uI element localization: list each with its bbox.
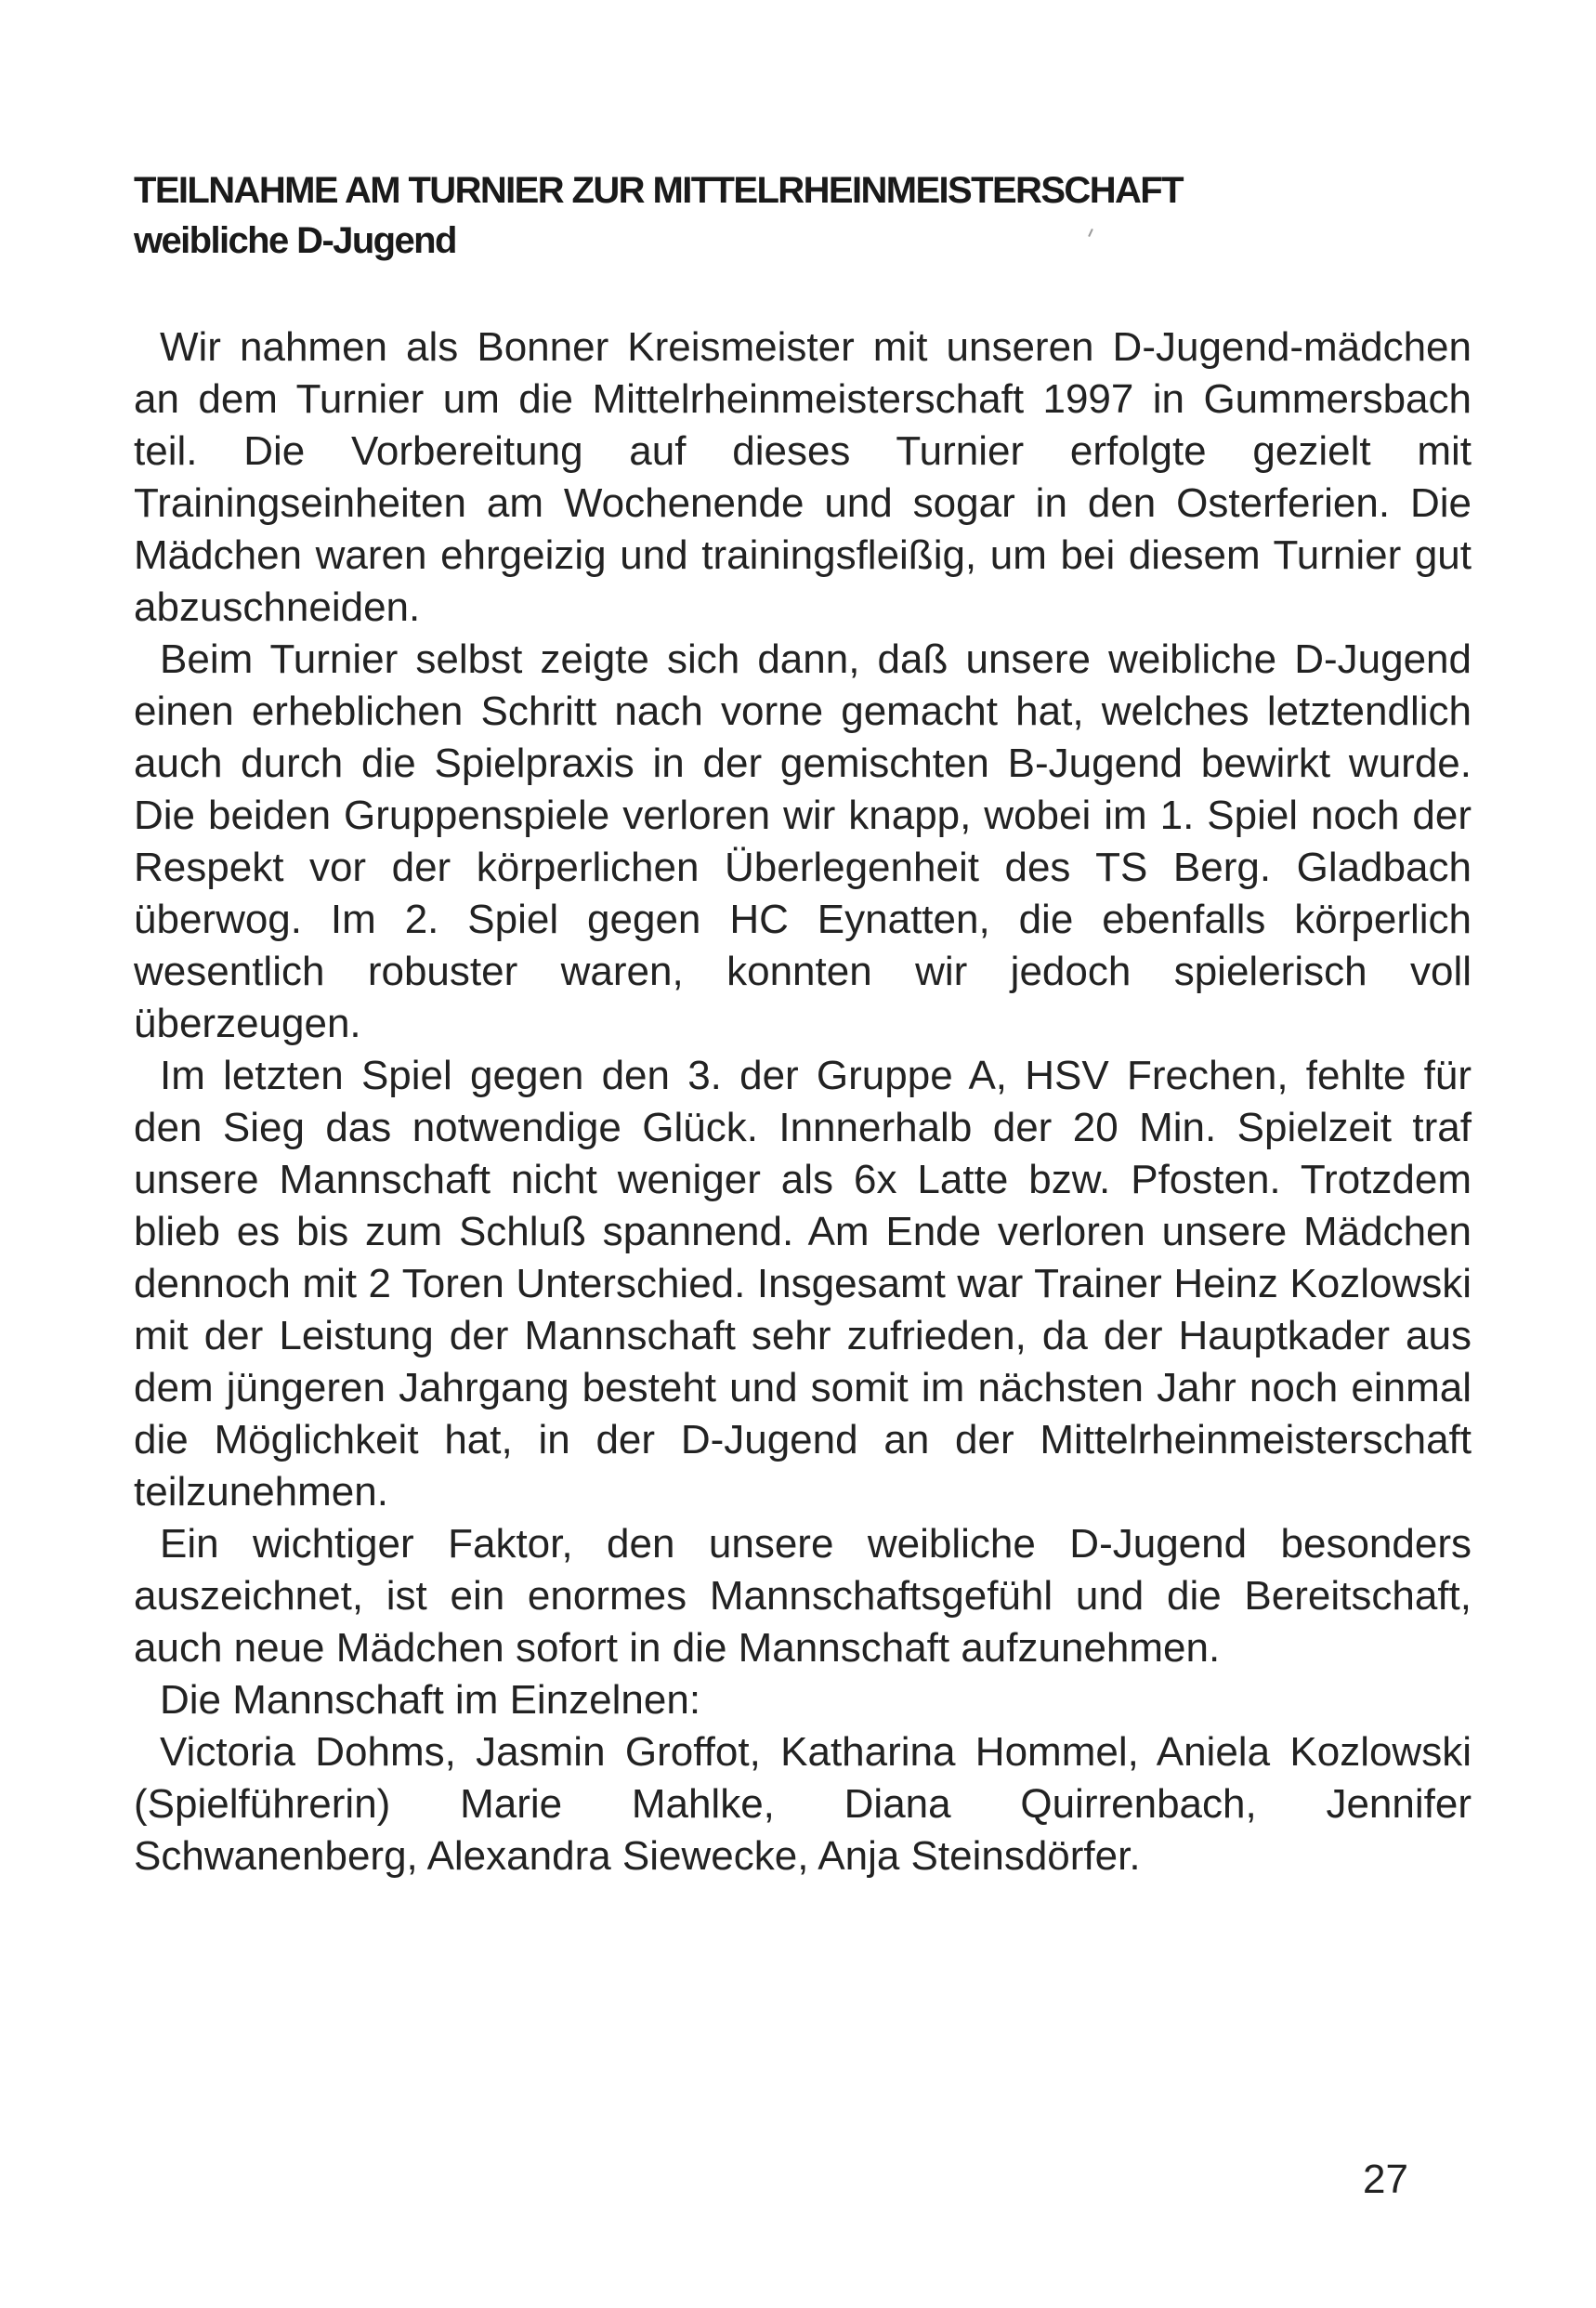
article-heading (134, 165, 1472, 266)
article-title: TEILNAHME AM TURNIER ZUR MITTELRHEINMEISTERSCHAFT (134, 170, 1183, 211)
article-body (134, 321, 1472, 1882)
paragraph-group-games: Beim Turnier selbst zeigte sich dann, daß unsere weibliche D-Jugend einen erheblichen Schritt nach vorne gemacht hat, welches letztendlich auch durch die Spielpraxis in der gemischten B-Jugend bewirkt wurde. Die beiden Gruppenspiele verloren wir knapp, wobei im 1. Spiel noch der Respekt vor der körperlichen Überlegenheit des TS Berg. Gladbach überwog. Im 2. Spiel gegen HC Eynatten, die ebenfalls körperlich wesentlich robuster waren, konnten wir jedoch spielerisch voll überzeugen. (134, 636, 1472, 1046)
paragraph-team-spirit: Ein wichtiger Faktor, den unsere weibliche D-Jugend besonders auszeichnet, ist ein enormes Mannschaftsgefühl und die Bereitschaft, auch neue Mädchen sofort in die Mannschaft aufzunehmen. (134, 1521, 1472, 1671)
article-subtitle: weibliche D-Jugend (134, 220, 456, 261)
paragraph-team-intro: Die Mannschaft im Einzelnen: (160, 1677, 701, 1723)
page-number: 27 (1363, 2157, 1408, 2202)
paragraph-last-game: Im letzten Spiel gegen den 3. der Gruppe A, HSV Frechen, fehlte für den Sieg das notwendige Glück. Innnerhalb der 20 Min. Spielzeit traf unsere Mannschaft nicht weniger als 6x Latte bzw. Pfosten. Trotzdem blieb es bis zum Schluß spannend. Am Ende verloren unsere Mädchen dennoch mit 2 Toren Unterschied. Insgesamt war Trainer Heinz Kozlowski mit der Leistung der Mannschaft sehr zufrieden, da der Hauptkader aus dem jüngeren Jahrgang besteht und somit im nächsten Jahr noch einmal die Möglichkeit hat, in der D-Jugend an der Mittelrheinmeisterschaft teilzunehmen. (134, 1053, 1472, 1515)
paragraph-preparation: Wir nahmen als Bonner Kreismeister mit unseren D-Jugend-mädchen an dem Turnier um die Mittelrheinmeisterschaft 1997 in Gummersbach teil. Die Vorbereitung auf dieses Turnier erfolgte gezielt mit Trainingseinheiten am Wochenende und sogar in den Osterferien. Die Mädchen waren ehrgeizig und trainingsfleißig, um bei diesem Turnier gut abzuschneiden. (134, 324, 1472, 630)
paragraph-team-roster: Victoria Dohms, Jasmin Groffot, Katharina Hommel, Aniela Kozlowski (Spielführerin) Marie Mahlke, Diana Quirrenbach, Jennifer Schwanenberg, Alexandra Siewecke, Anja Steinsdörfer. (134, 1729, 1472, 1879)
